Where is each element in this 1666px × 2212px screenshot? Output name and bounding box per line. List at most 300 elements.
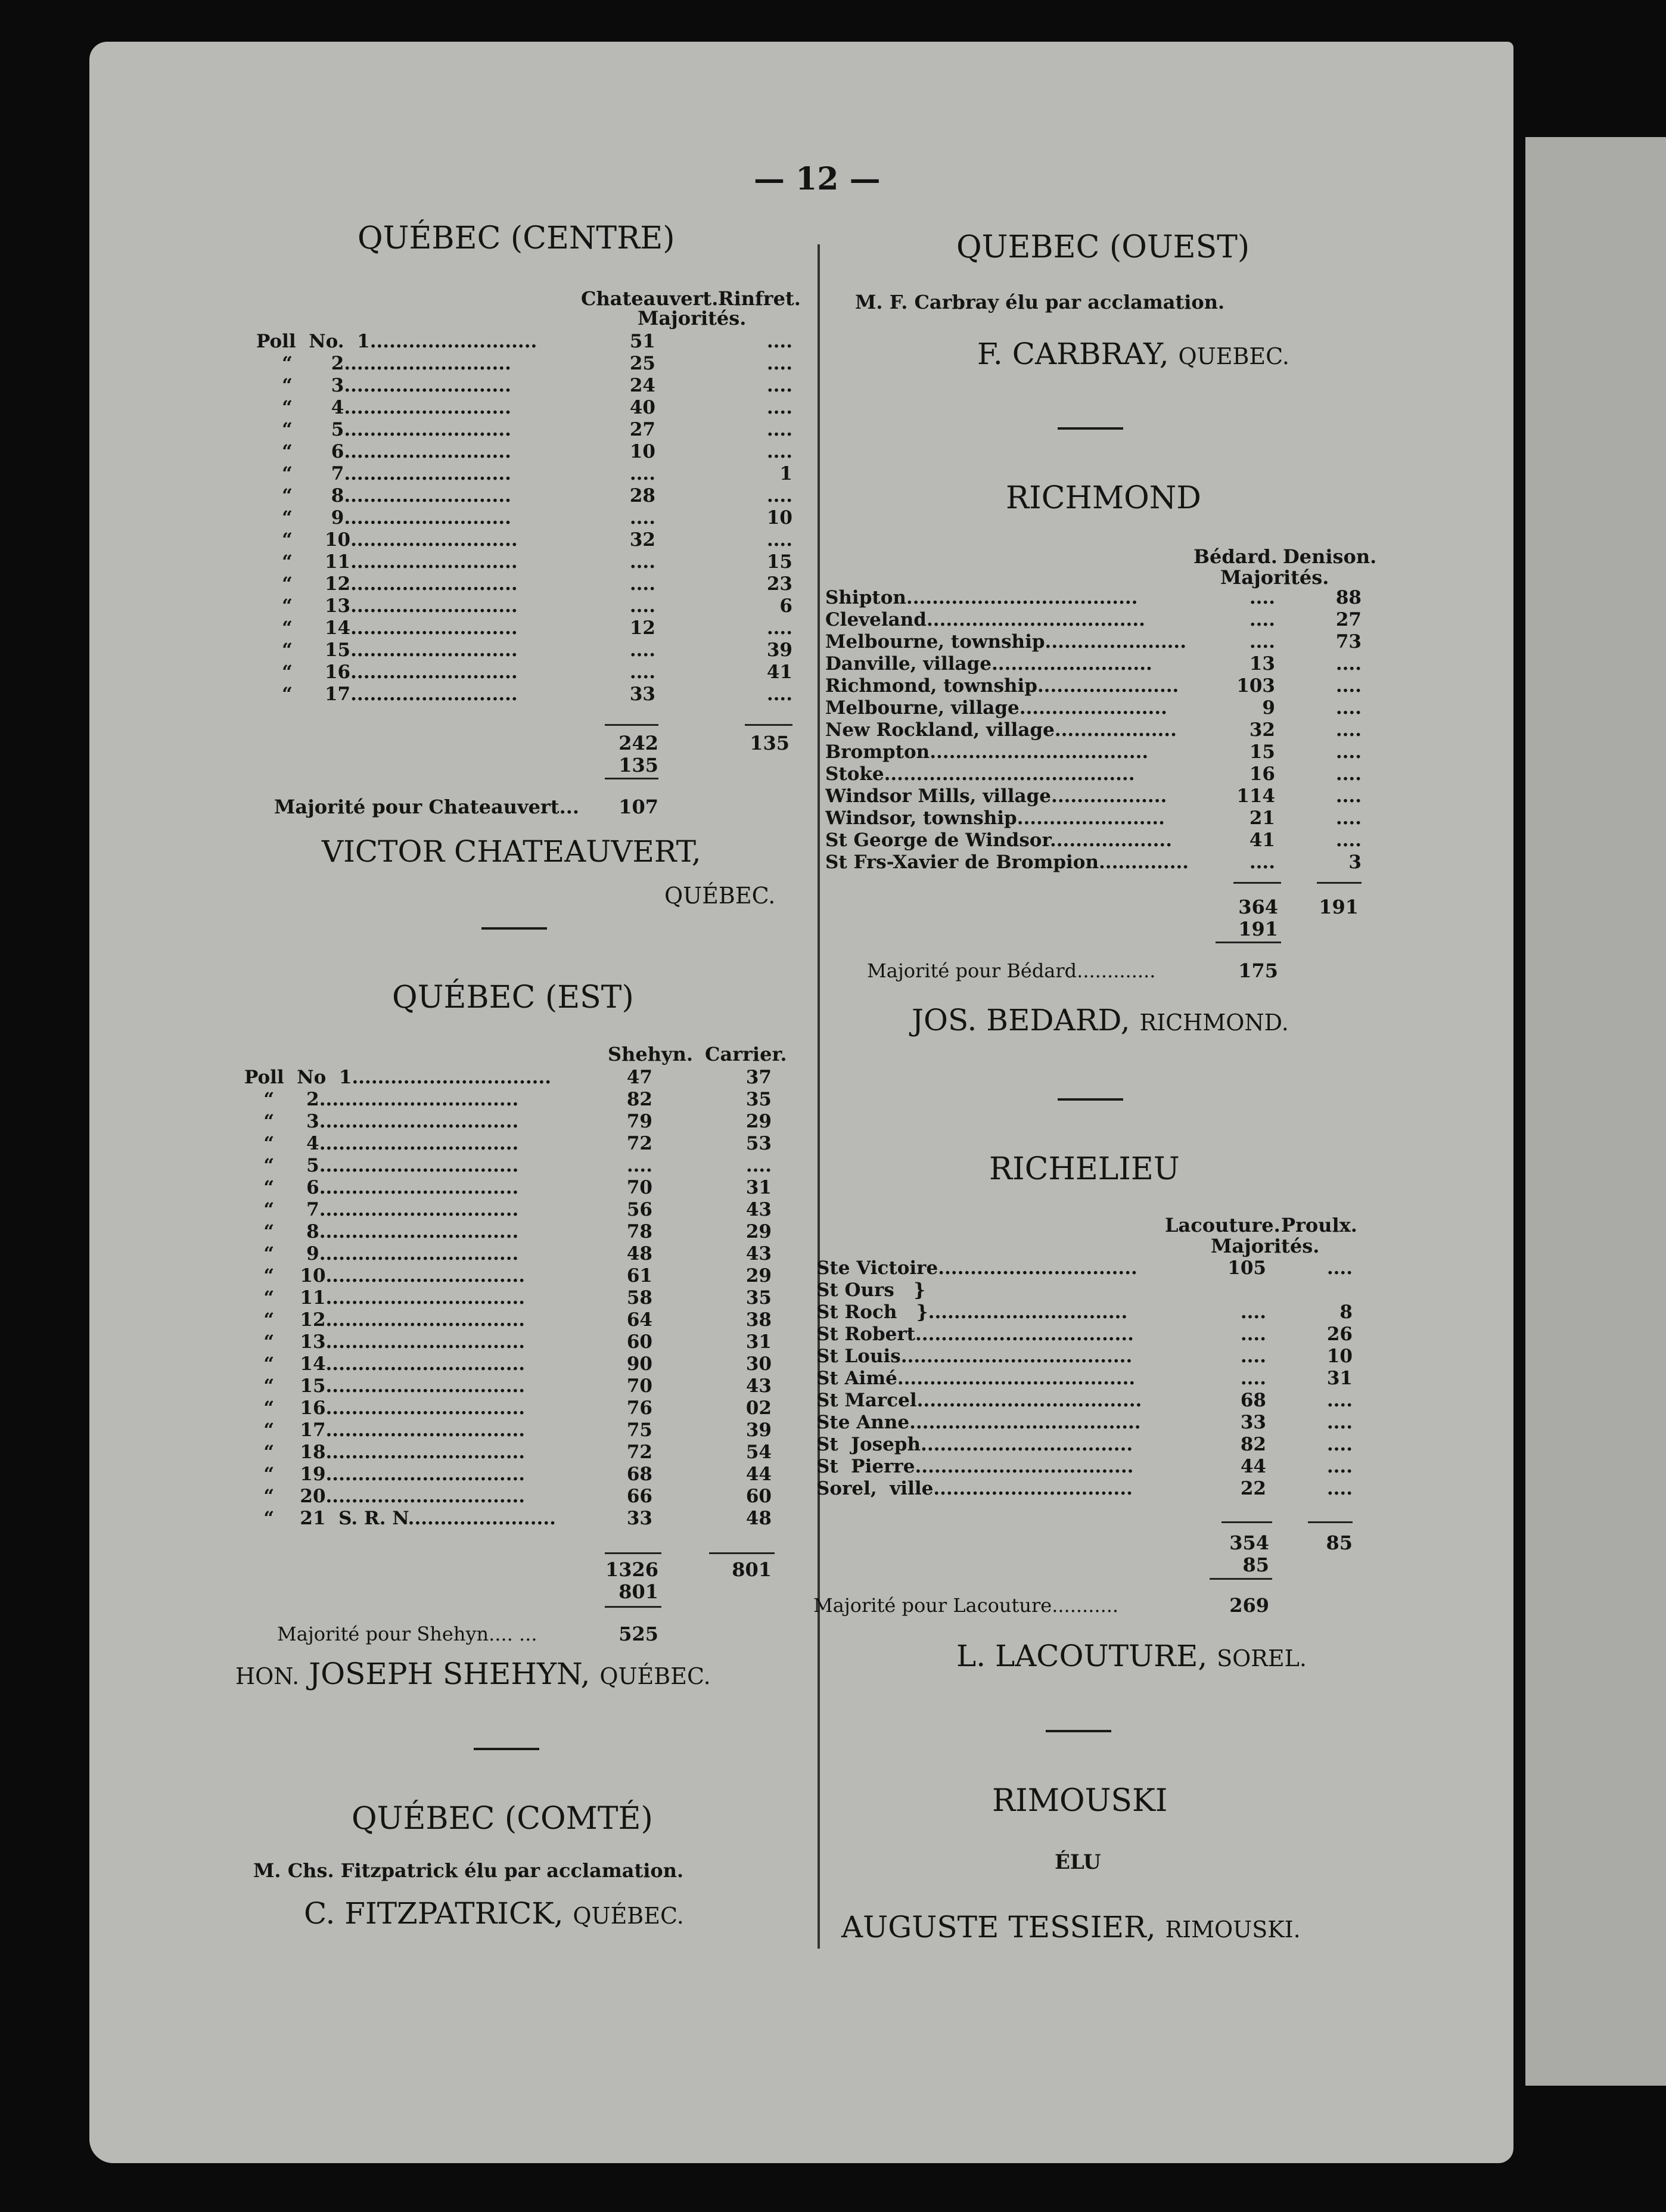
- row-value-second: ....: [766, 485, 792, 507]
- table-row: [256, 419, 792, 441]
- row-value-first: 114: [1236, 785, 1275, 807]
- row-value-first: 32: [1249, 719, 1275, 741]
- table-row: [256, 375, 792, 397]
- table-row: [256, 661, 792, 684]
- row-label: “ 5...............................: [244, 1155, 519, 1176]
- row-value-first: 33: [1240, 1412, 1266, 1433]
- sum-rule: [1210, 1578, 1272, 1580]
- row-value-first: 25: [629, 353, 655, 374]
- sum-rule: [605, 778, 658, 779]
- row-value-first: ....: [629, 595, 655, 617]
- table-row: [825, 741, 1362, 763]
- row-value-second: 43: [745, 1243, 772, 1265]
- row-value-second: 39: [745, 1419, 772, 1441]
- row-label: “ 17...............................: [244, 1419, 526, 1441]
- table-row: [816, 1434, 1359, 1456]
- row-value-second: 15: [766, 551, 792, 573]
- total-carrier: 801: [732, 1558, 772, 1581]
- row-value-first: 13: [1249, 653, 1275, 675]
- table-row: [816, 1346, 1359, 1368]
- row-value-second: ....: [1335, 675, 1362, 697]
- row-value-second: 35: [745, 1089, 772, 1110]
- row-label: Shipton....................................: [825, 587, 1138, 608]
- row-value-first: 90: [626, 1353, 652, 1375]
- row-label: “ 5..........................: [256, 419, 511, 440]
- section-title-quebec-comte: QUÉBEC (COMTÉ): [352, 1801, 653, 1837]
- row-value-first: ....: [626, 1155, 652, 1176]
- row-value-first: 56: [626, 1199, 652, 1220]
- total-chateauvert: 242: [618, 732, 658, 754]
- table-row: [825, 719, 1362, 741]
- table-row: [816, 1368, 1359, 1390]
- row-value-second: 43: [745, 1375, 772, 1397]
- row-label: St George de Windsor...................: [825, 830, 1173, 851]
- row-label: “ 2...............................: [244, 1089, 519, 1110]
- row-label: “ 14...............................: [244, 1353, 526, 1375]
- table-row: [256, 331, 792, 353]
- row-value-first: 60: [626, 1331, 652, 1353]
- col-header-proulx: Proulx.: [1281, 1214, 1357, 1237]
- row-label: “ 20...............................: [244, 1486, 526, 1507]
- row-value-first: ....: [629, 573, 655, 595]
- row-value-first: 82: [626, 1089, 652, 1110]
- row-value-second: ....: [1326, 1434, 1353, 1455]
- row-value-second: ....: [1335, 719, 1362, 741]
- row-value-second: 54: [745, 1441, 772, 1463]
- sum-rule: [709, 1552, 775, 1554]
- row-label: Poll No. 1..........................: [256, 331, 537, 352]
- elected-line: L. LACOUTURE, SOREL.: [956, 1639, 1307, 1673]
- row-label: “ 15..........................: [256, 639, 518, 661]
- row-value-first: ....: [629, 639, 655, 661]
- table-row: [256, 397, 792, 419]
- row-value-second: 88: [1335, 587, 1362, 608]
- row-label: St Pierre..................................: [816, 1456, 1134, 1477]
- elected-line: AUGUSTE TESSIER, RIMOUSKI.: [841, 1910, 1301, 1944]
- row-label: “ 4...............................: [244, 1133, 519, 1154]
- row-value-first: 68: [626, 1464, 652, 1485]
- sum-rule: [1221, 1521, 1272, 1523]
- majority-value: 175: [1238, 959, 1278, 982]
- row-label: “ 8...............................: [244, 1221, 519, 1242]
- row-value-second: ....: [766, 397, 792, 418]
- row-value-first: ....: [1249, 631, 1275, 653]
- row-value-second: 10: [766, 507, 792, 529]
- table-row: [256, 573, 792, 595]
- total-proulx: 85: [1326, 1531, 1353, 1554]
- row-value-second: ....: [766, 617, 792, 639]
- row-label: “ 14..........................: [256, 617, 518, 639]
- table-row: [816, 1301, 1359, 1324]
- row-value-second: ....: [1326, 1257, 1353, 1279]
- row-label: St Robert..................................: [816, 1324, 1134, 1345]
- row-value-second: 39: [766, 639, 792, 661]
- row-value-first: 10: [629, 441, 655, 462]
- elected-place: QUÉBEC.: [664, 883, 776, 909]
- row-value-second: 60: [745, 1486, 772, 1507]
- table-row: [256, 551, 792, 573]
- row-label: St Marcel...................................: [816, 1390, 1142, 1411]
- row-value-first: ....: [629, 507, 655, 529]
- row-value-second: ....: [1335, 741, 1362, 763]
- section-separator: [481, 927, 547, 930]
- row-value-first: 47: [626, 1067, 652, 1088]
- table-row: [244, 1331, 781, 1353]
- sum-rule: [745, 724, 792, 726]
- row-label: “ 4..........................: [256, 397, 511, 418]
- row-value-first: ....: [1240, 1368, 1266, 1389]
- row-label: “ 17..........................: [256, 684, 518, 705]
- row-value-first: ....: [629, 463, 655, 484]
- section-title-quebec-est: QUÉBEC (EST): [392, 980, 634, 1015]
- total-rinfret: 135: [750, 732, 790, 754]
- row-value-first: 78: [626, 1221, 652, 1242]
- row-value-first: ....: [1240, 1301, 1266, 1323]
- table-row: [244, 1243, 781, 1265]
- row-value-second: ....: [1326, 1478, 1353, 1499]
- row-value-first: 68: [1240, 1390, 1266, 1411]
- table-row: [825, 609, 1362, 631]
- row-label: Melbourne, township......................: [825, 631, 1186, 653]
- table-row: [825, 852, 1362, 874]
- section-title-quebec-centre: QUÉBEC (CENTRE): [358, 220, 675, 256]
- table-row: [244, 1177, 781, 1199]
- row-label: St Frs-Xavier de Brompion..............: [825, 852, 1189, 873]
- elected-marker: ÉLU: [1055, 1850, 1101, 1874]
- row-value-second: 31: [745, 1177, 772, 1198]
- page-number: — 12 —: [754, 161, 881, 197]
- row-value-second: ....: [766, 375, 792, 396]
- row-label: New Rockland, village...................: [825, 719, 1177, 741]
- table-row: [256, 639, 792, 661]
- row-value-second: ....: [766, 331, 792, 352]
- table-row: [244, 1089, 781, 1111]
- row-value-first: 33: [626, 1508, 652, 1529]
- elected-line: C. FITZPATRICK, QUÉBEC.: [304, 1896, 684, 1931]
- row-value-first: 44: [1240, 1456, 1266, 1477]
- table-row: [244, 1067, 781, 1089]
- col-header-rinfret: Rinfret.: [718, 287, 801, 310]
- table-row: [256, 463, 792, 485]
- row-value-first: 58: [626, 1287, 652, 1309]
- sum-rule: [1233, 882, 1281, 884]
- table-row: [816, 1279, 1359, 1301]
- table-row: [244, 1111, 781, 1133]
- table-row: [825, 653, 1362, 675]
- row-value-second: ....: [1335, 830, 1362, 851]
- row-value-second: ....: [766, 419, 792, 440]
- sum-rule: [1308, 1521, 1353, 1523]
- majority-value: 107: [618, 796, 658, 818]
- row-label: “ 19...............................: [244, 1464, 526, 1485]
- row-value-second: 73: [1335, 631, 1362, 653]
- sum-rule: [605, 1552, 661, 1554]
- row-value-second: 02: [745, 1397, 772, 1419]
- table-row: [244, 1397, 781, 1419]
- row-value-second: ....: [1335, 807, 1362, 829]
- row-label: “ 9..........................: [256, 507, 511, 529]
- row-value-first: 41: [1249, 830, 1275, 851]
- row-value-first: ....: [1249, 852, 1275, 873]
- table-row: [825, 763, 1362, 785]
- table-row: [244, 1486, 781, 1508]
- row-label: Ste Anne....................................: [816, 1412, 1141, 1433]
- row-value-first: 9: [1262, 697, 1275, 719]
- acclamation-note: M. Chs. Fitzpatrick élu par acclamation.: [253, 1859, 684, 1882]
- col-header-bedard: Bédard.: [1193, 545, 1278, 568]
- subtract-value: 85: [1242, 1554, 1269, 1576]
- row-value-first: 27: [629, 419, 655, 440]
- row-value-first: ....: [629, 661, 655, 683]
- row-label: “ 3..........................: [256, 375, 511, 396]
- row-label: St Joseph.................................: [816, 1434, 1133, 1455]
- row-label: St Aimé.....................................: [816, 1368, 1136, 1389]
- col-header-carrier: Carrier.: [705, 1043, 787, 1065]
- row-label: St Ours }: [816, 1279, 926, 1301]
- row-value-second: 30: [745, 1353, 772, 1375]
- row-value-first: 28: [629, 485, 655, 507]
- row-value-first: 70: [626, 1177, 652, 1198]
- row-label: Poll No 1...............................: [244, 1067, 552, 1088]
- majority-label: Majorité pour Lacouture...........: [813, 1594, 1119, 1617]
- row-value-first: 40: [629, 397, 655, 418]
- row-value-second: 1: [779, 463, 792, 484]
- row-value-second: 53: [745, 1133, 772, 1154]
- row-value-first: 72: [626, 1441, 652, 1463]
- row-value-first: 15: [1249, 741, 1275, 763]
- row-label: “ 12...............................: [244, 1309, 526, 1331]
- row-label: Ste Victoire...............................: [816, 1257, 1137, 1279]
- row-value-second: ....: [766, 353, 792, 374]
- sum-rule: [605, 1606, 661, 1608]
- row-label: “ 8..........................: [256, 485, 511, 507]
- table-row: [825, 697, 1362, 719]
- majority-value: 525: [618, 1623, 658, 1645]
- row-value-second: ....: [745, 1155, 772, 1176]
- row-value-second: ....: [1335, 763, 1362, 785]
- row-value-first: 66: [626, 1486, 652, 1507]
- row-value-second: 29: [745, 1265, 772, 1287]
- row-value-second: 43: [745, 1199, 772, 1220]
- row-label: “ 6...............................: [244, 1177, 519, 1198]
- row-label: “ 15...............................: [244, 1375, 526, 1397]
- total-denison: 191: [1319, 896, 1359, 918]
- subtract-value: 135: [618, 754, 658, 776]
- row-label: “ 21 S. R. N.......................: [244, 1508, 556, 1529]
- row-value-first: ....: [1240, 1346, 1266, 1367]
- row-label: “ 13...............................: [244, 1331, 526, 1353]
- row-value-first: 82: [1240, 1434, 1266, 1455]
- row-value-second: ....: [1326, 1390, 1353, 1411]
- row-value-second: 8: [1339, 1301, 1353, 1323]
- col-header-chateauvert: Chateauvert.: [581, 287, 719, 310]
- row-label: Richmond, township......................: [825, 675, 1179, 697]
- row-value-second: 44: [745, 1464, 772, 1485]
- row-value-first: 12: [629, 617, 655, 639]
- row-value-second: 38: [745, 1309, 772, 1331]
- sum-rule: [1317, 882, 1362, 884]
- section-separator: [1058, 1098, 1123, 1101]
- poll-table-quebec-centre: [256, 331, 792, 706]
- row-label: “ 6..........................: [256, 441, 511, 462]
- row-value-first: 22: [1240, 1478, 1266, 1499]
- row-label: St Louis....................................: [816, 1346, 1133, 1367]
- table-row: [816, 1412, 1359, 1434]
- row-label: “ 11..........................: [256, 551, 518, 573]
- row-value-first: 24: [629, 375, 655, 396]
- row-value-second: 6: [779, 595, 792, 617]
- row-value-second: ....: [766, 441, 792, 462]
- subtract-value: 801: [618, 1580, 658, 1603]
- total-lacouture: 354: [1229, 1531, 1269, 1554]
- row-label: “ 2..........................: [256, 353, 511, 374]
- section-title-richmond: RICHMOND: [1006, 480, 1201, 516]
- total-shehyn: 1326: [605, 1558, 658, 1581]
- row-value-first: 76: [626, 1397, 652, 1419]
- table-row: [244, 1199, 781, 1221]
- row-label: Windsor, township.......................: [825, 807, 1165, 829]
- table-row: [825, 675, 1362, 697]
- table-row: [825, 587, 1362, 609]
- row-value-first: 51: [629, 331, 655, 352]
- sum-rule: [1216, 942, 1281, 943]
- table-row: [244, 1464, 781, 1486]
- row-value-second: 31: [745, 1331, 772, 1353]
- poll-table-richelieu: [816, 1257, 1359, 1500]
- row-value-first: ....: [1240, 1324, 1266, 1345]
- table-row: [816, 1456, 1359, 1478]
- row-value-second: ....: [1326, 1456, 1353, 1477]
- row-value-first: 72: [626, 1133, 652, 1154]
- row-value-first: 61: [626, 1265, 652, 1287]
- row-label: Cleveland..................................: [825, 609, 1145, 630]
- row-label: “ 7...............................: [244, 1199, 519, 1220]
- section-separator: [1046, 1730, 1111, 1732]
- row-value-second: 31: [1326, 1368, 1353, 1389]
- row-value-first: 16: [1249, 763, 1275, 785]
- elected-line: HON. JOSEPH SHEHYN, QUÉBEC.: [235, 1657, 711, 1691]
- table-row: [256, 529, 792, 551]
- table-row: [244, 1155, 781, 1177]
- row-value-second: ....: [766, 684, 792, 705]
- table-row: [825, 785, 1362, 807]
- row-value-second: 3: [1348, 852, 1362, 873]
- col-header-majorites: Majorités.: [1211, 1235, 1320, 1257]
- row-label: “ 10...............................: [244, 1265, 526, 1287]
- table-row: [256, 441, 792, 463]
- table-row: [825, 830, 1362, 852]
- table-row: [244, 1353, 781, 1375]
- row-label: Stoke.......................................: [825, 763, 1135, 785]
- row-label: “ 9...............................: [244, 1243, 519, 1265]
- table-row: [816, 1390, 1359, 1412]
- table-row: [816, 1257, 1359, 1279]
- majority-label: Majorité pour Shehyn.... ...: [277, 1623, 537, 1645]
- row-value-first: 32: [629, 529, 655, 551]
- table-row: [256, 684, 792, 706]
- table-row: [256, 485, 792, 507]
- row-value-first: 75: [626, 1419, 652, 1441]
- poll-table-richmond: [825, 587, 1362, 874]
- majority-value: 269: [1229, 1594, 1269, 1617]
- row-label: “ 13..........................: [256, 595, 518, 617]
- row-value-first: 70: [626, 1375, 652, 1397]
- table-row: [244, 1265, 781, 1287]
- row-label: “ 18...............................: [244, 1441, 526, 1463]
- row-value-second: 29: [745, 1221, 772, 1242]
- table-row: [816, 1478, 1359, 1500]
- table-row: [256, 617, 792, 639]
- row-value-second: 35: [745, 1287, 772, 1309]
- sum-rule: [605, 724, 658, 726]
- section-separator: [474, 1748, 539, 1750]
- table-row: [256, 507, 792, 529]
- table-row: [244, 1287, 781, 1309]
- table-row: [825, 631, 1362, 653]
- table-row: [816, 1324, 1359, 1346]
- col-header-majorites: Majorités.: [638, 307, 747, 330]
- section-title-richelieu: RICHELIEU: [989, 1151, 1180, 1187]
- row-label: Melbourne, village.......................: [825, 697, 1167, 719]
- table-row: [256, 595, 792, 617]
- row-value-second: ....: [1335, 653, 1362, 675]
- row-value-first: 33: [629, 684, 655, 705]
- row-value-second: 23: [766, 573, 792, 595]
- row-value-second: ....: [1335, 697, 1362, 719]
- adjacent-page-edge: [1525, 137, 1666, 2086]
- total-bedard: 364: [1238, 896, 1278, 918]
- table-row: [825, 807, 1362, 830]
- majority-label: Majorité pour Bédard.............: [867, 959, 1156, 982]
- row-value-second: 48: [745, 1508, 772, 1529]
- acclamation-note: M. F. Carbray élu par acclamation.: [855, 291, 1225, 313]
- row-value-first: 79: [626, 1111, 652, 1132]
- section-title-rimouski: RIMOUSKI: [992, 1783, 1168, 1819]
- majority-label: Majorité pour Chateauvert...: [274, 796, 579, 818]
- row-label: “ 16...............................: [244, 1397, 526, 1419]
- poll-table-quebec-est: [244, 1067, 781, 1530]
- table-row: [244, 1508, 781, 1530]
- row-value-second: ....: [766, 529, 792, 551]
- row-label: Danville, village.........................: [825, 653, 1152, 675]
- row-value-first: 105: [1227, 1257, 1266, 1279]
- table-row: [244, 1441, 781, 1464]
- table-row: [256, 353, 792, 375]
- table-row: [244, 1133, 781, 1155]
- table-row: [244, 1309, 781, 1331]
- row-label: “ 7..........................: [256, 463, 511, 484]
- row-value-first: ....: [1249, 587, 1275, 608]
- row-value-second: 37: [745, 1067, 772, 1088]
- row-value-first: ....: [1249, 609, 1275, 630]
- table-row: [244, 1375, 781, 1397]
- row-value-first: ....: [629, 551, 655, 573]
- row-label: Brompton..................................: [825, 741, 1149, 763]
- row-value-second: 29: [745, 1111, 772, 1132]
- row-value-second: 10: [1326, 1346, 1353, 1367]
- section-title-quebec-ouest: QUEBEC (OUEST): [956, 229, 1250, 265]
- row-label: “ 10..........................: [256, 529, 518, 551]
- row-value-second: ....: [1326, 1412, 1353, 1433]
- col-header-majorites: Majorités.: [1220, 566, 1329, 589]
- row-value-second: ....: [1335, 785, 1362, 807]
- subtract-value: 191: [1238, 918, 1278, 940]
- row-label: “ 16..........................: [256, 661, 518, 683]
- elected-line: JOS. BEDARD, RICHMOND.: [912, 1003, 1289, 1037]
- row-value-second: 27: [1335, 609, 1362, 630]
- section-separator: [1058, 427, 1123, 430]
- column-divider: [818, 244, 820, 1949]
